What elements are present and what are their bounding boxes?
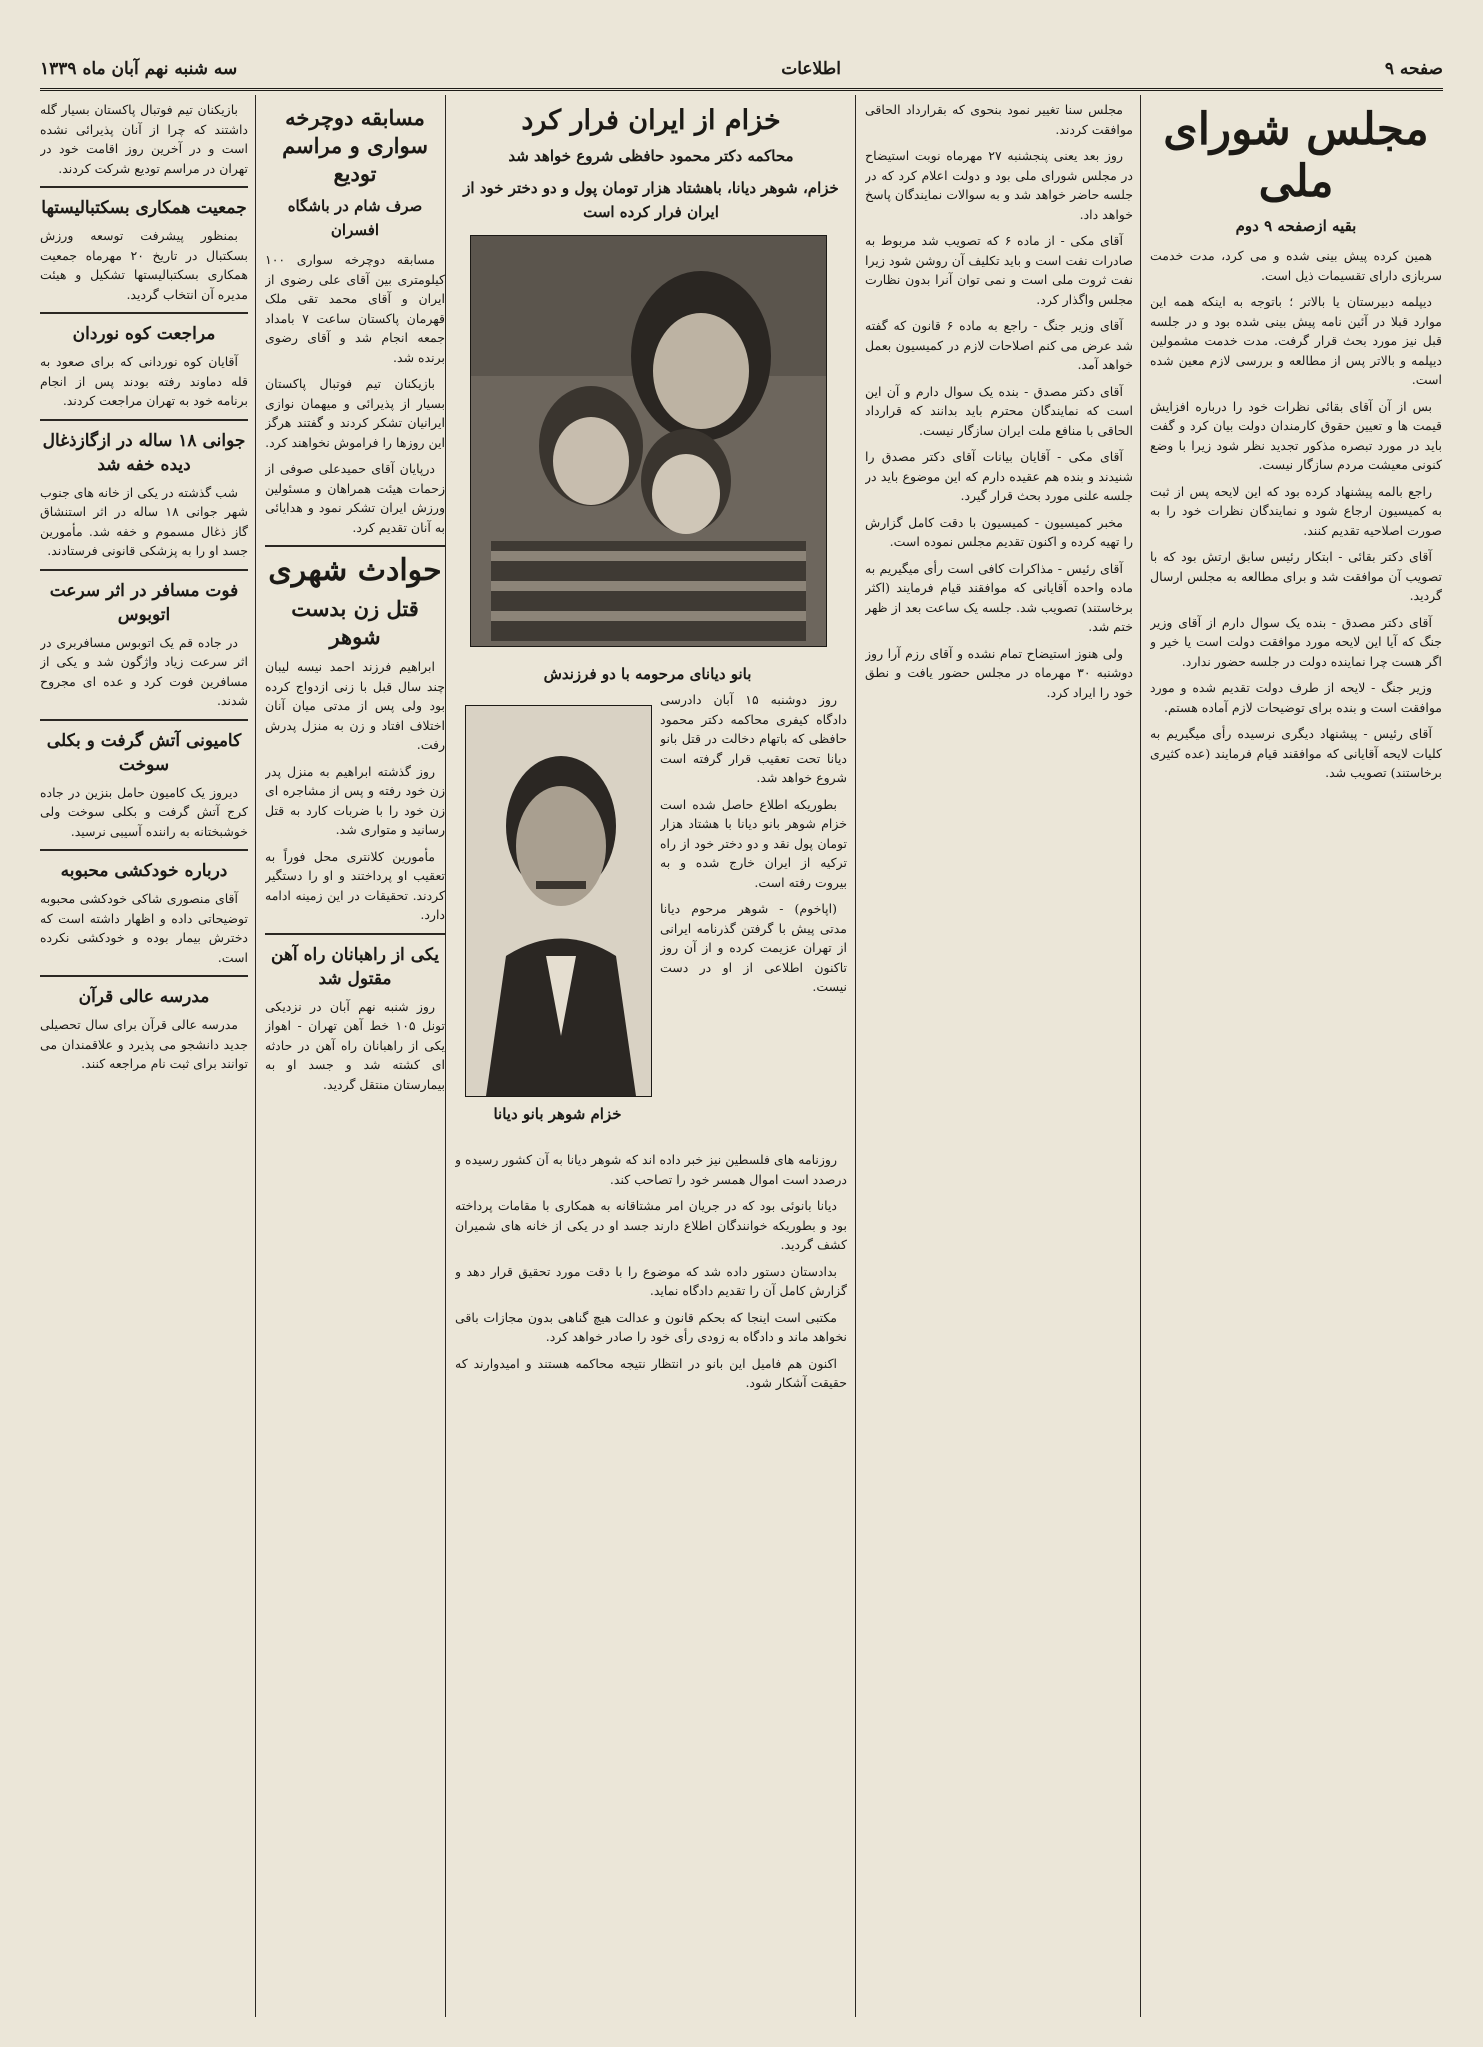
column-sports-city: [265, 100, 445, 2007]
brief-headline: مدرسه عالی قرآن: [78, 987, 210, 1007]
photo-diana-children-image: [471, 236, 826, 646]
photo-diana-children: [470, 235, 827, 647]
rail-headline: یکی از راهبانان راه آهن مقتول شد: [271, 944, 439, 989]
article-paragraph: بازیکنان تیم فوتبال پاکستان بسیار گله داشتند که چرا از آنان پذیرائی نشده است و در آخرین روز اقامت خود در تهران در مراسم تودیع شرکت کردند.: [40, 102, 248, 176]
article-paragraph: دیانا بانوئی بود که در جریان امر مشتاقانه به همکاری با مقامات پرداخته بود و بطوریکه خوانندگان اطلاع دارند جسد او در یکی از خانه های شمیران کشف گردید.: [455, 1198, 847, 1252]
brief-text: دیروز یک کامیون حامل بنزین در جاده کرج آتش گرفت و بکلی سوخت ولی خوشبختانه به راننده آسیبی نرسید.: [40, 784, 248, 839]
column-rule: [855, 95, 856, 2017]
photo-caption-khazam: خزام شوهر بانو دیانا: [493, 1105, 622, 1123]
brief-text: در جاده قم یک اتوبوس مسافربری در اثر سرعت زیاد واژگون شد و یکی از مسافرین فوت کرد و عده ای مجروح شدند.: [40, 634, 248, 708]
brief-headline: درباره خودکشی محبوبه: [60, 861, 228, 881]
article-paragraph: آقای رئیس - مذاکرات کافی است رأی میگیریم به ماده واحده آقایانی که موافقند قیام فرمایند (اکثر برخاستند) تصویب شد. جلسه یک ساعت بعد از ظهر ختم شد.: [865, 560, 1133, 634]
article-paragraph: مخبر کمیسیون - کمیسیون با دقت کامل گزارش را تهیه کرده و اکنون تقدیم مجلس نموده است.: [865, 514, 1133, 549]
column-majlis-continued: [865, 100, 1133, 2007]
khazam-subheadline: خزام، شوهر دیانا، باهشتاد هزار تومان پول و دو دختر خود از ایران فرار کرده است: [463, 179, 839, 221]
article-paragraph: روز گذشته ابراهیم به منزل پدر زن خود رفته و پس از مشاجره ای زن خود را با ضربات کارد به قتل رسانید و متواری شد.: [265, 763, 445, 837]
article-paragraph: آقای مکی - آقایان بیانات آقای دکتر مصدق را شنیدند و بنده هم عقیده دارم که این موضوع باید در جلسه علنی مورد بحث قرار گیرد.: [865, 449, 1133, 503]
article-paragraph: آقای دکتر بقائی - ابتکار رئیس سابق ارتش بود که با تصویب آن موافقت شد و برای مطالعه به مجلس ارسال گردید.: [1150, 549, 1442, 603]
article-paragraph: روز شنبه نهم آبان در نزدیکی تونل ۱۰۵ خط آهن تهران - اهواز یکی از راهبانان راه آهن در حادثه ای کشته شد و جسد او به بیمارستان منتقل گردید.: [265, 998, 445, 1092]
article-paragraph: مأمورین کلانتری محل فوراً به تعقیب او پرداختند و او را دستگیر کردند. تحقیقات در این زمینه ادامه دارد.: [265, 848, 445, 922]
brief-text: مدرسه عالی قرآن برای سال تحصیلی جدید دانشجو می پذیرد و علاقمندان می توانند برای ثبت نام مراجعه کنند.: [40, 1017, 248, 1071]
brief-headline: کامیونی آتش گرفت و بکلی سوخت: [46, 730, 242, 775]
khazam-subheadline: محاکمه دکتر محمود حافظی شروع خواهد شد: [508, 147, 794, 165]
article-paragraph: مکتبی است اینجا که بحکم قانون و عدالت هیچ گناهی بدون مجازات باقی نخواهد ماند و دادگاه به زودی رأی خود را صادر خواهد کرد.: [455, 1309, 847, 1344]
article-paragraph: آقای دکتر مصدق - بنده یک سوال دارم و آن این است که نمایندگان محترم باید بدانند که قرارداد الحاقی با منافع ملت ایران سازگار نیست.: [865, 383, 1133, 438]
sports-subheadline: صرف شام در باشگاه افسران: [287, 197, 423, 239]
article-paragraph: مجلس سنا تغییر نمود بنحوی که بقرارداد الحاقی موافقت کردند.: [865, 102, 1133, 137]
brief-text: آقای منصوری شاکی خودکشی محبوبه توضیحاتی داده و اظهار داشته است که دخترش بیمار بوده و خودکشی نکرده است.: [40, 891, 248, 965]
article-paragraph: بس از آن آقای بقائی نظرات خود را درباره افزایش قیمت ها و تعیین حقوق کارمندان دولت بیان کرد و گفت باید در مورد تبصره مذکور تجدید نظر شود زیرا با وضع کنونی معیشت مردم سازگار نیست.: [1150, 398, 1442, 472]
photo-khazam: [465, 705, 652, 1097]
article-paragraph: اکنون هم فامیل این بانو در انتظار نتیجه محاکمه هستند و امیدوارند که حقیقت آشکار شود.: [455, 1355, 847, 1390]
continued-note: بقیه ازصفحه ۹ دوم: [1235, 217, 1357, 235]
article-paragraph: ابراهیم فرزند احمد نیسه لیبان چند سال قبل با زنی ازدواج کرده بود ولی پس از مدتی میان آنان اختلاف افتاد و زن به منزل پدرش رفت.: [265, 659, 445, 752]
article-paragraph: روز بعد یعنی پنجشنبه ۲۷ مهرماه نوبت استیضاح در مجلس شورای ملی بود و دولت اعلام کرد که در جلسه حاضر خواهد شد و به سوالات نمایندگان پاسخ خواهد داد.: [865, 148, 1133, 222]
article-paragraph: بدادستان دستور داده شد که موضوع را با دقت مورد تحقیق قرار دهد و گزارش کامل آن را تقدیم دادگاه نماید.: [455, 1263, 847, 1298]
column-khazam-body: [660, 690, 847, 1150]
sports-headline: مسابقه دوچرخه سواری و مراسم تودیع: [282, 105, 428, 186]
column-majlis: [1150, 100, 1442, 2007]
article-paragraph: راجع بالمه پیشنهاد کرده بود که این لایحه پس از ثبت به کمیسیون ارجاع شود و نمایندگان نظرات خود را به صورت اصلاحیه تقدیم کنند.: [1150, 483, 1442, 538]
majlis-headline: مجلس شورای ملی: [1163, 104, 1429, 207]
column-rule: [255, 95, 256, 2017]
article-paragraph: آقای دکتر مصدق - بنده یک سوال دارم از آقای وزیر جنگ که آیا این لایحه مورد موافقت دولت است یا خیر و اگر هست چرا نماینده دولت در جلسه حضور ندارد.: [1150, 614, 1442, 669]
page-label: صفحه ۹: [1384, 59, 1443, 79]
article-paragraph: (اپاخوم) - شوهر مرحوم دیانا مدتی پیش با گرفتن گذرنامه ایرانی از تهران عزیمت کرده و از آن روز تاکنون اطلاعی از او در دست نیست.: [660, 901, 847, 994]
article-paragraph: همین کرده پیش بینی شده و می کرد، مدت خدمت سربازی دارای تقسیمات ذیل است.: [1150, 248, 1442, 283]
article-paragraph: آقای وزیر جنگ - راجع به ماده ۶ قانون که گفته شد عرض می کنم اصلاحات لازم در کمیسیون بعمل خواهد آمد.: [865, 318, 1133, 372]
article-paragraph: وزیر جنگ - لایحه از طرف دولت تقدیم شده و مورد موافقت است و بنده برای توضیحات لازم آماده هستم.: [1150, 680, 1442, 715]
brief-headline: جوانی ۱۸ ساله در ازگازذغال دیده خفه شد: [42, 430, 246, 475]
article-paragraph: بازیکنان تیم فوتبال پاکستان بسیار از پذیرائی و میهمان نوازی ایرانیان تشکر کردند و گفتند هرگز این روزها را فراموش نخواهند کرد.: [265, 376, 445, 450]
brief-headline: جمعیت همکاری بسکتبالیستها: [41, 198, 247, 218]
masthead: [40, 50, 1443, 91]
paper-name: اطلاعات: [781, 59, 841, 79]
article-paragraph: دیپلمه دبیرستان یا بالاتر ؛ باتوجه به اینکه همه این موارد قبلا در آئین نامه پیش بینی شده بود و در جلسه قبل نیز مورد بحث قرار گرفت. مدت خدمت مشمولین دیپلمه و بالاتر پس از مطالعه و بررسی لازم معین شده است.: [1150, 294, 1442, 387]
column-rule: [1140, 95, 1141, 2017]
article-paragraph: مسابقه دوچرخه سواری ۱۰۰ کیلومتری بین آقای علی رضوی از ایران و آقای محمد تقی ملک قهرمان پاکستان ساعت ۷ بامداد جمعه انجام شد و آقای رضوی برنده شد.: [265, 252, 445, 365]
column-news-briefs: [40, 100, 248, 2007]
article-paragraph: درپایان آقای حمیدعلی صوفی از زحمات هیئت همراهان و مسئولین ورزش ایران تشکر نمود و هدایائی به آنان تقدیم کرد.: [265, 461, 445, 535]
article-paragraph: ولی هنوز استیضاح تمام نشده و آقای رزم آرا روز دوشنبه ۳۰ مهرماه در مجلس حضور یافت و نطق خود را ایراد کرد.: [865, 645, 1133, 700]
brief-headline: مراجعت کوه نوردان: [72, 324, 216, 344]
article-paragraph: آقای مکی - از ماده ۶ که تصویب شد مربوط به صادرات نفت است و باید تکلیف آن روشن شود زیرا نفت ثروت ملی است و نمی توان آنرا بدون نظارت مجلس واگذار کرد.: [865, 233, 1133, 307]
brief-text: شب گذشته در یکی از خانه های جنوب شهر جوانی ۱۸ ساله در اثر استنشاق گاز ذغال مسموم و خفه شد. مأمورین جسد او را به پزشکی قانونی فرستادند.: [40, 484, 248, 558]
column-khazam-body-lower: [455, 1150, 847, 2005]
article-paragraph: روز دوشنبه ۱۵ آبان دادرسی دادگاه کیفری محاکمه دکتر محمود حافظی که باتهام دخالت در قتل بانو دیانا تحت تعقیب قرار گرفته است شروع خواهد شد.: [660, 692, 847, 785]
photo-khazam-image: [466, 706, 651, 1096]
khazam-headline: خزام از ایران فرار کرد: [521, 105, 781, 136]
article-paragraph: بطوریکه اطلاع حاصل شده است خزام شوهر بانو دیانا با هشتاد هزار تومان پول نقد و دو دختر خود از راه ترکیه از ایران خارج شده و به بیروت رفته است.: [660, 796, 847, 890]
article-paragraph: روزنامه های فلسطین نیز خبر داده اند که شوهر دیانا به آن کشور رسیده و درصدد است اموال همسر خود را تصاحب کند.: [455, 1152, 847, 1187]
issue-date: سه شنبه نهم آبان ماه ۱۳۳۹: [40, 59, 238, 79]
article-paragraph: آقای رئیس - پیشنهاد دیگری نرسیده رأی میگیریم به کلیات لایحه آقایانی که موافقند قیام فرمایند (عده کثیری برخاستند) تصویب شد.: [1150, 726, 1442, 780]
photo-caption-diana: بانو دیانای مرحومه با دو فرزندش: [543, 665, 752, 683]
brief-headline: فوت مسافر در اثر سرعت اتوبوس: [49, 580, 239, 625]
city-events-title: حوادث شهری: [268, 553, 442, 588]
column-rule: [445, 95, 446, 2017]
brief-text: آقایان کوه نوردانی که برای صعود به قله دماوند رفته بودند پس از انجام برنامه خود به تهران مراجعت کردند.: [40, 354, 248, 408]
crime-headline: قتل زن بدست شوهر: [291, 596, 419, 649]
brief-text: بمنظور پیشرفت توسعه ورزش بسکتبال در تاریخ ۲۰ مهرماه جمعیت همکاری بسکتبالیستها تشکیل و هیئت مدیره آن انتخاب گردید.: [40, 228, 248, 302]
